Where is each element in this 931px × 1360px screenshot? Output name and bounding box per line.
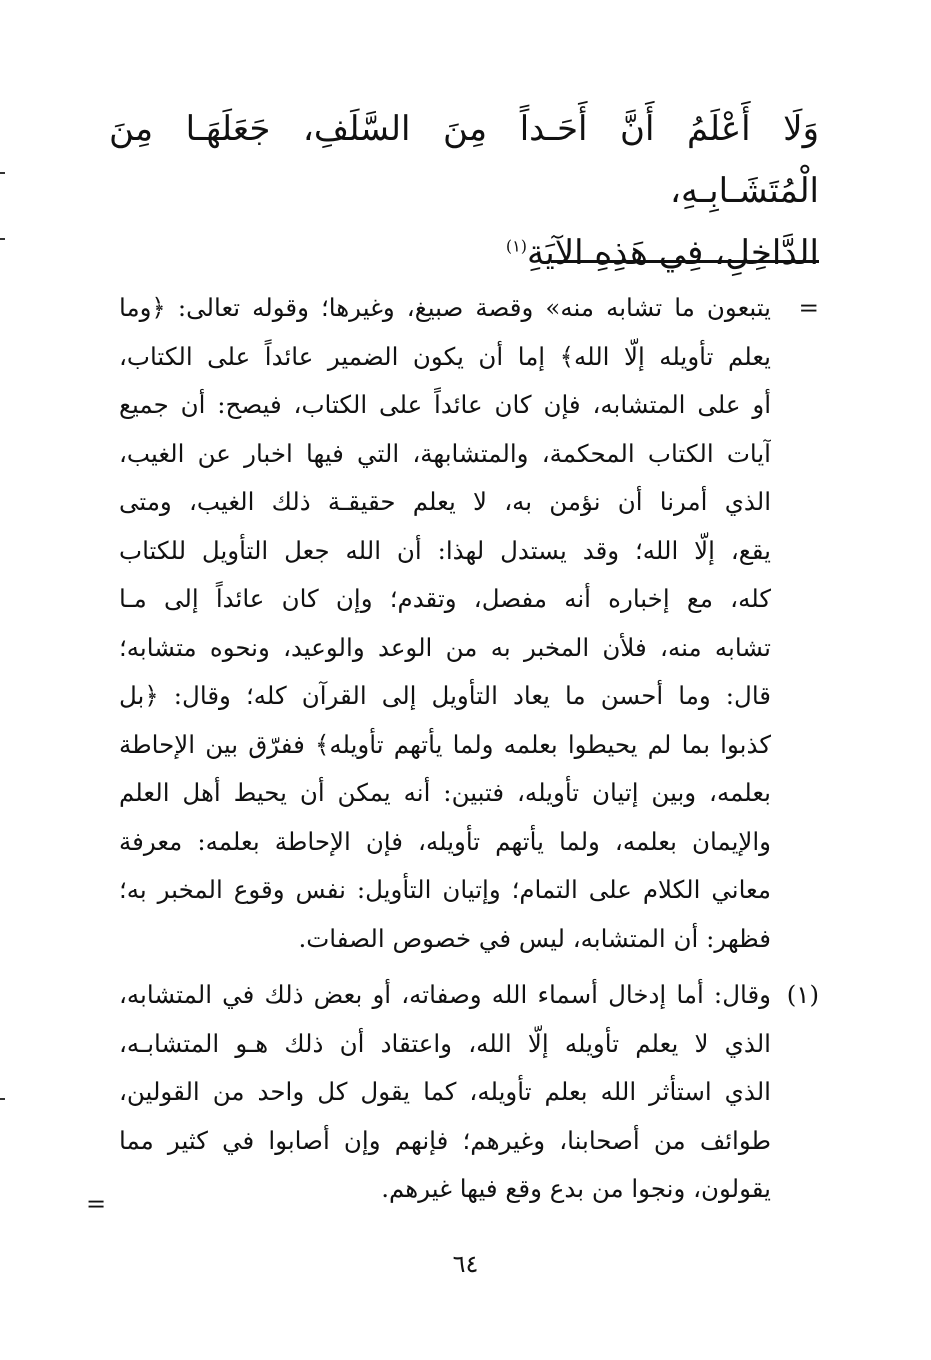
footnote-line: طوائف من أصحابنا، وغيرهم؛ فإنهم وإن أصابوا في كثير مما bbox=[119, 1125, 771, 1155]
footnote-line: كله، مع إخباره أنه مفصل، وتقدم؛ وإن كان عائداً إلى مـا bbox=[119, 584, 771, 613]
footnote-line: الذي استأثر الله بعلم تأويله، كما يقول كل واحد من القولين، bbox=[119, 1077, 771, 1106]
footnote-line: معاني الكلام على التمام؛ وإتيان التأويل: نفس وقوع المخبر به؛ bbox=[119, 875, 771, 904]
footnote-line: الذي لا يعلم تأويله إلّا الله، واعتقاد أن ذلك هـو المتشابـه، bbox=[119, 1028, 771, 1058]
footnote-line: آيات الكتاب المحكمة، والمتشابهة، التي فيها اخبار عن الغيب، bbox=[119, 438, 771, 468]
footnote-reference: (١) bbox=[505, 236, 528, 256]
main-text-line-1: وَلَا أَعْلَمُ أَنَّ أَحَـداً مِنَ السَّلَفِ، جَعَلَهَـا مِنَ الْمُتَشَـابِـهِ، bbox=[109, 109, 819, 211]
main-text-line bbox=[109, 98, 819, 222]
continuation-marker: = bbox=[798, 293, 819, 322]
footnote-line: فظهر: أن المتشابه، ليس في خصوص الصفات. bbox=[298, 923, 771, 953]
footnote-line: يقع، إلّا الله؛ وقد يستدل لهذا: أن الله جعل التأويل للكتاب bbox=[119, 535, 771, 565]
footnote-line: الذي أمرنا أن نؤمن به، لا يعلم حقيقـة ذلك الغيب، ومتى bbox=[119, 487, 771, 516]
footnote-line: كذبوا بما لم يحيطوا بعلمه ولما يأتهم تأويله﴾ ففرّق بين الإحاطة bbox=[119, 729, 771, 759]
footnote-line: أو على المتشابه، فإن كان عائداً على الكتاب، فيصح: أن جميع bbox=[119, 390, 771, 419]
footnote-line: يقولون، ونجوا من بدع وقع فيها غيرهم. bbox=[381, 1174, 771, 1203]
main-text-line-2: الدَّاخِلِ، فِي هَذِهِ الآيَةِ bbox=[527, 233, 819, 273]
main-text-line bbox=[109, 222, 819, 284]
footnotes bbox=[119, 284, 819, 1214]
footnote-separator bbox=[551, 260, 819, 263]
footnote-line: والإيمان بعلمه، ولما يأتهم تأويله، فإن الإحاطة بعلمه: معرفة bbox=[119, 826, 771, 856]
scan-edge-mark bbox=[0, 1098, 5, 1100]
main-text bbox=[109, 98, 819, 284]
footnote-line: وقال: أما إدخال أسماء الله وصفاته، أو بعض ذلك في المتشابه، bbox=[119, 980, 771, 1009]
footnote-line: تشابه منه، فلأن المخبر به من الوعد والوعيد، ونحوه متشابه؛ bbox=[119, 632, 771, 662]
footnote-line: قال: وما أحسن ما يعاد التأويل إلى القرآن كله؛ وقال: ﴿بل bbox=[119, 681, 771, 710]
scan-edge-mark bbox=[0, 172, 5, 174]
footnote-continued bbox=[119, 284, 819, 963]
footnote-number: (١) bbox=[786, 980, 819, 1009]
footnote-line: يعلم تأويله إلّا الله﴾ إما أن يكون الضمير عائداً على الكتاب، bbox=[119, 341, 771, 371]
footnote-1 bbox=[119, 971, 819, 1214]
scan-edge-mark bbox=[0, 238, 5, 240]
page-number: ٦٤ bbox=[452, 1250, 479, 1278]
footnote-line: يتبعون ما تشابه منه» وقصة صبيغ، وغيرها؛ وقوله تعالى: ﴿وما bbox=[119, 293, 771, 322]
footnote-line: بعلمه، وبين إتيان تأويله، فتبين: أنه يمكن أن يحيط أهل العلم bbox=[119, 778, 771, 807]
continuation-mark: = bbox=[86, 1190, 107, 1218]
